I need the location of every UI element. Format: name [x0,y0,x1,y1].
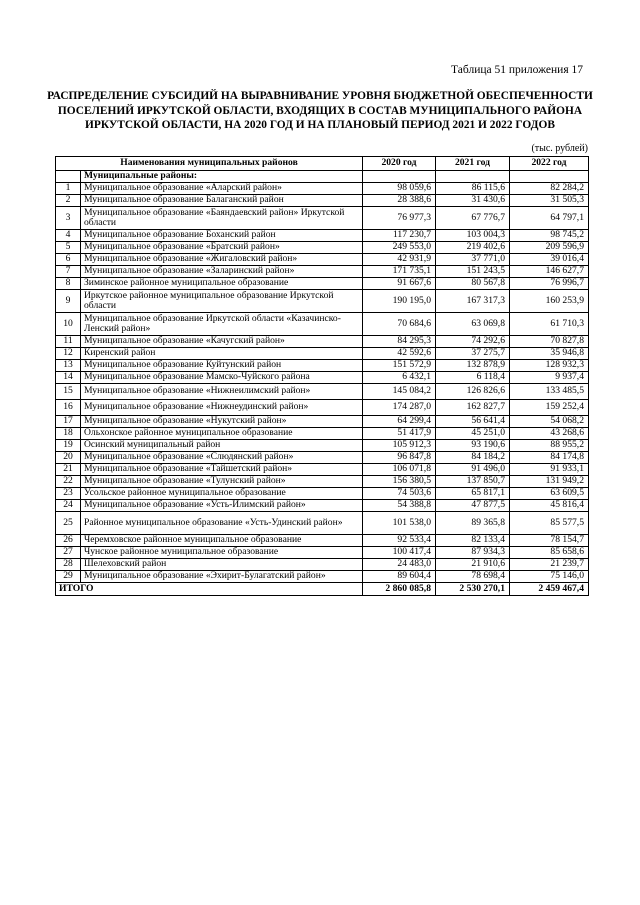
row-value-2022: 160 253,9 [510,290,589,313]
row-value-2021: 56 641,4 [436,416,510,428]
row-value-2022: 209 596,9 [510,242,589,254]
table-row [56,313,589,336]
row-value-2022: 43 268,6 [510,428,589,440]
table-row [56,207,589,230]
appendix-label: Таблица 51 приложения 17 [451,64,583,76]
row-number: 8 [56,278,81,290]
table-row [56,278,589,290]
row-value-2020: 51 417,9 [363,428,436,440]
row-name: Муниципальное образование «Нукутский район» [81,416,363,428]
row-name: Шелеховский район [81,559,363,571]
row-name: Муниципальное образование «Баяндаевский район» Иркутской области [81,207,363,230]
row-name: Муниципальное образование «Заларинский район» [81,266,363,278]
row-value-2021: 37 771,0 [436,254,510,266]
row-value-2020: 24 483,0 [363,559,436,571]
row-value-2020: 28 388,6 [363,195,436,207]
table-row [56,559,589,571]
row-value-2020: 70 684,6 [363,313,436,336]
header-2022: 2022 год [510,157,589,171]
row-value-2021: 84 184,2 [436,452,510,464]
row-number: 2 [56,195,81,207]
row-name: Муниципальное образование «Качугский район» [81,336,363,348]
row-value-2021: 74 292,6 [436,336,510,348]
row-value-2022: 98 745,2 [510,230,589,242]
header-name: Наименования муниципальных районов [56,157,363,171]
subsidy-table [55,156,589,596]
title-line-2: ПОСЕЛЕНИЙ ИРКУТСКОЙ ОБЛАСТИ, ВХОДЯЩИХ В СОСТАВ МУНИЦИПАЛЬНОГО РАЙОНА [57,104,583,117]
row-name: Чунское районное муниципальное образование [81,547,363,559]
row-name: Черемховское районное муниципальное образование [81,535,363,547]
subheading-empty-cell [56,171,81,183]
row-value-2022: 159 252,4 [510,400,589,416]
table-row [56,400,589,416]
row-value-2021: 65 817,1 [436,488,510,500]
header-2021: 2021 год [436,157,510,171]
table-row [56,547,589,559]
row-number: 24 [56,500,81,512]
table-row [56,416,589,428]
total-label: ИТОГО [56,583,363,596]
row-number: 12 [56,348,81,360]
row-name: Муниципальное образование «Усть-Илимский район» [81,500,363,512]
row-name: Муниципальное образование «Аларский район» [81,183,363,195]
table-row [56,183,589,195]
row-name: Муниципальное образование «Братский район» [81,242,363,254]
row-value-2020: 89 604,4 [363,571,436,583]
row-number: 5 [56,242,81,254]
header-2020: 2020 год [363,157,436,171]
row-name: Муниципальное образование «Тайшетский район» [81,464,363,476]
row-name: Муниципальное образование «Эхирит-Булагатский район» [81,571,363,583]
row-value-2020: 106 071,8 [363,464,436,476]
row-value-2020: 117 230,7 [363,230,436,242]
subheading-empty-cell [510,171,589,183]
row-number: 7 [56,266,81,278]
row-value-2022: 54 068,2 [510,416,589,428]
table-row [56,512,589,535]
row-value-2022: 82 284,2 [510,183,589,195]
row-number: 20 [56,452,81,464]
row-name: Муниципальное образование «Нижнеилимский район» [81,384,363,400]
row-value-2022: 70 827,8 [510,336,589,348]
row-number: 26 [56,535,81,547]
row-value-2021: 137 850,7 [436,476,510,488]
row-value-2020: 249 553,0 [363,242,436,254]
row-number: 25 [56,512,81,535]
row-name: Осинский муниципальный район [81,440,363,452]
table-row [56,384,589,400]
row-number: 27 [56,547,81,559]
row-number: 13 [56,360,81,372]
row-value-2021: 126 826,6 [436,384,510,400]
title-line-1: РАСПРЕДЕЛЕНИЕ СУБСИДИЙ НА ВЫРАВНИВАНИЕ УРОВНЯ БЮДЖЕТНОЙ ОБЕСПЕЧЕННОСТИ [47,90,593,102]
row-value-2022: 31 505,3 [510,195,589,207]
row-value-2022: 128 932,3 [510,360,589,372]
table-row [56,535,589,547]
row-value-2022: 39 016,4 [510,254,589,266]
row-value-2022: 88 955,2 [510,440,589,452]
row-name: Муниципальное образование Мамско-Чуйского района [81,372,363,384]
units-label: (тыс. рублей) [531,143,588,154]
row-number: 22 [56,476,81,488]
row-number: 18 [56,428,81,440]
subheading-row [56,171,589,183]
table-row [56,336,589,348]
total-row [56,583,589,596]
row-value-2020: 174 287,0 [363,400,436,416]
table-body [56,171,589,583]
row-value-2020: 92 533,4 [363,535,436,547]
table-row [56,488,589,500]
row-value-2022: 133 485,5 [510,384,589,400]
row-value-2022: 84 174,8 [510,452,589,464]
title-line-3: ИРКУТСКОЙ ОБЛАСТИ, НА 2020 ГОД И НА ПЛАНОВЫЙ ПЕРИОД 2021 И 2022 ГОДОВ [85,119,555,131]
row-value-2020: 101 538,0 [363,512,436,535]
row-value-2021: 87 934,3 [436,547,510,559]
row-value-2021: 103 004,3 [436,230,510,242]
row-name: Муниципальное образование «Жигаловский район» [81,254,363,266]
row-value-2021: 37 275,7 [436,348,510,360]
row-value-2020: 98 059,6 [363,183,436,195]
table-row [56,500,589,512]
row-value-2021: 151 243,5 [436,266,510,278]
row-name: Муниципальное образование «Нижнеудинский район» [81,400,363,416]
table-row [56,266,589,278]
row-number: 16 [56,400,81,416]
table-row [56,290,589,313]
row-value-2020: 105 912,3 [363,440,436,452]
row-name: Муниципальное образование Иркутской области «Казачинско-Ленский район» [81,313,363,336]
subheading-label: Муниципальные районы: [81,171,363,183]
row-value-2020: 42 592,6 [363,348,436,360]
row-name: Иркутское районное муниципальное образование Иркутской области [81,290,363,313]
row-value-2022: 131 949,2 [510,476,589,488]
row-value-2020: 91 667,6 [363,278,436,290]
row-value-2020: 64 299,4 [363,416,436,428]
total-2022: 2 459 467,4 [510,583,589,596]
row-number: 14 [56,372,81,384]
row-value-2022: 75 146,0 [510,571,589,583]
row-number: 10 [56,313,81,336]
row-value-2021: 31 430,6 [436,195,510,207]
table-row [56,360,589,372]
row-number: 17 [56,416,81,428]
row-number: 1 [56,183,81,195]
table-row [56,571,589,583]
table-row [56,464,589,476]
row-value-2021: 219 402,6 [436,242,510,254]
row-number: 15 [56,384,81,400]
row-value-2020: 74 503,6 [363,488,436,500]
row-value-2021: 63 069,8 [436,313,510,336]
subheading-empty-cell [363,171,436,183]
row-name: Районное муниципальное образование «Усть-Удинский район» [81,512,363,535]
table-row [56,476,589,488]
row-value-2022: 61 710,3 [510,313,589,336]
row-name: Муниципальное образование «Тулунский район» [81,476,363,488]
row-value-2022: 63 609,5 [510,488,589,500]
row-value-2020: 84 295,3 [363,336,436,348]
row-value-2022: 85 658,6 [510,547,589,559]
row-value-2020: 76 977,3 [363,207,436,230]
table-row [56,254,589,266]
subheading-empty-cell [436,171,510,183]
table-row [56,452,589,464]
row-value-2020: 171 735,1 [363,266,436,278]
row-value-2021: 162 827,7 [436,400,510,416]
row-number: 29 [56,571,81,583]
row-value-2021: 45 251,0 [436,428,510,440]
row-value-2022: 91 933,1 [510,464,589,476]
row-value-2021: 67 776,7 [436,207,510,230]
row-number: 9 [56,290,81,313]
table-row [56,372,589,384]
row-number: 21 [56,464,81,476]
row-value-2022: 146 627,7 [510,266,589,278]
row-value-2020: 156 380,5 [363,476,436,488]
row-number: 4 [56,230,81,242]
row-name: Муниципальное образование Балаганский район [81,195,363,207]
total-2020: 2 860 085,8 [363,583,436,596]
table-row [56,428,589,440]
document-title [40,89,600,133]
row-number: 11 [56,336,81,348]
row-name: Зиминское районное муниципальное образование [81,278,363,290]
row-name: Муниципальное образование Боханский район [81,230,363,242]
row-name: Усольское районное муниципальное образование [81,488,363,500]
row-value-2021: 80 567,8 [436,278,510,290]
row-value-2021: 82 133,4 [436,535,510,547]
row-number: 3 [56,207,81,230]
row-value-2021: 78 698,4 [436,571,510,583]
row-value-2021: 86 115,6 [436,183,510,195]
table-row [56,230,589,242]
row-value-2020: 145 084,2 [363,384,436,400]
row-value-2021: 6 118,4 [436,372,510,384]
row-name: Киренский район [81,348,363,360]
total-2021: 2 530 270,1 [436,583,510,596]
row-number: 28 [56,559,81,571]
row-value-2021: 91 496,0 [436,464,510,476]
row-value-2022: 35 946,8 [510,348,589,360]
row-value-2022: 85 577,5 [510,512,589,535]
row-value-2021: 167 317,3 [436,290,510,313]
row-value-2020: 190 195,0 [363,290,436,313]
table-row [56,348,589,360]
row-value-2022: 9 937,4 [510,372,589,384]
table-row [56,242,589,254]
table-row [56,195,589,207]
row-number: 23 [56,488,81,500]
row-value-2021: 47 877,5 [436,500,510,512]
row-number: 19 [56,440,81,452]
row-value-2022: 78 154,7 [510,535,589,547]
row-value-2021: 132 878,9 [436,360,510,372]
row-name: Ольхонское районное муниципальное образование [81,428,363,440]
row-value-2022: 64 797,1 [510,207,589,230]
row-name: Муниципальное образование Куйтунский район [81,360,363,372]
row-value-2021: 89 365,8 [436,512,510,535]
row-value-2020: 54 388,8 [363,500,436,512]
row-value-2022: 21 239,7 [510,559,589,571]
row-name: Муниципальное образование «Слюдянский район» [81,452,363,464]
row-value-2020: 96 847,8 [363,452,436,464]
row-value-2020: 100 417,4 [363,547,436,559]
table-row [56,440,589,452]
row-value-2020: 151 572,9 [363,360,436,372]
row-number: 6 [56,254,81,266]
table-header-row [56,157,589,171]
row-value-2021: 93 190,6 [436,440,510,452]
row-value-2021: 21 910,6 [436,559,510,571]
row-value-2022: 76 996,7 [510,278,589,290]
row-value-2020: 42 931,9 [363,254,436,266]
row-value-2022: 45 816,4 [510,500,589,512]
row-value-2020: 6 432,1 [363,372,436,384]
